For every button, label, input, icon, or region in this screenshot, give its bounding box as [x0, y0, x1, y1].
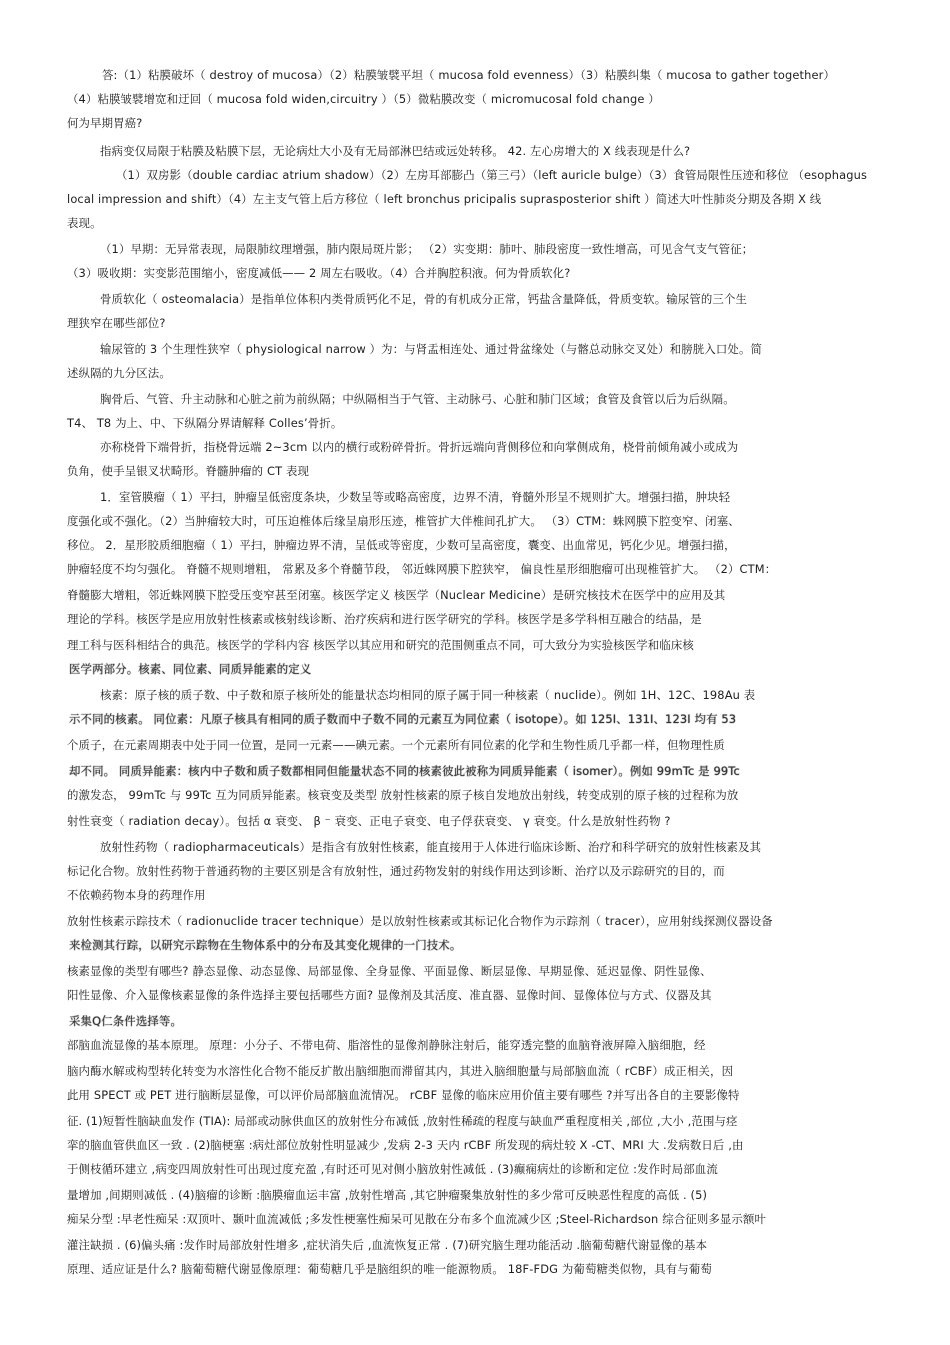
text-line: 的激发态， 99mTc 与 99Tc 互为同质异能素。核衰变及类型 放射性核素的原子核自发地放出射线，转变成别的原子核的过程称为放 [67, 788, 739, 802]
text-line: 亦称桡骨下端骨折，指桡骨远端 2~3cm 以内的横行或粉碎骨折。骨折远端向背侧移位和向掌侧成角，桡骨前倾角减小或成为 [100, 440, 739, 454]
text-line: 采集Q仁条件选择等。 [69, 1014, 182, 1028]
text-line: 脊髓膨大增粗，邻近蛛网膜下腔受压变窄甚至闭塞。核医学定义 核医学（Nuclear Medicine）是研究核技术在医学中的应用及其 [67, 588, 726, 602]
text-line: （4）粘膜皱襞增宽和迂回（ mucosa fold widen,circuitry ）（5）微粘膜改变（ micromucosal fold change ） [67, 92, 660, 106]
text-line: 医学两部分。核素、同位素、同质异能素的定义 [69, 662, 312, 676]
text-line: 核素显像的类型有哪些? 静态显像、动态显像、局部显像、全身显像、平面显像、断层显像、早期显像、延迟显像、阴性显像、 [67, 964, 712, 978]
text-line: 何为早期胃癌? [67, 116, 143, 130]
text-line: 肿瘤轻度不均匀强化。 脊髓不规则增粗， 常累及多个脊髓节段， 邻近蛛网膜下腔狭窄， 偏良性星形细胞瘤可出现椎管扩大。 （2）CTM： [67, 562, 777, 576]
text-line: 放射性核素示踪技术（ radionuclide tracer technique）是以放射性核素或其标记化合物作为示踪剂（ tracer），应用射线探测仪器设备 [67, 914, 773, 928]
text-line: 来检测其行踪，以研究示踪物在生物体系中的分布及其变化规律的一门技术。 [69, 938, 462, 952]
text-line: 骨质软化（ osteomalacia）是指单位体积内类骨质钙化不足，骨的有机成分正常，钙盐含量降低，骨质变软。输尿管的三个生 [100, 292, 748, 306]
text-line: local impression and shift）（4）左主支气管上后方移位（ left bronchus pricipalis suprasposterior shift ）简述大叶性肺炎分期及各期 X 线 [67, 192, 822, 206]
text-line: 1．室管膜瘤（ 1）平扫，肿瘤呈低密度条块，少数呈等或略高密度，边界不清，脊髓外形呈不规则扩大。增强扫描，肿块轻 [100, 490, 731, 504]
text-line: 于侧枝循环建立 ,病变四周放射性可出现过度充盈 ,有时还可见对侧小脑放射性减低 . (3)癫痫病灶的诊断和定位 :发作时局部血流 [67, 1162, 718, 1176]
text-line: T4、 T8 为上、中、下纵隔分界请解释 Colles’骨折。 [67, 416, 343, 430]
text-line: 述纵隔的九分区法。 [67, 366, 171, 380]
text-line: 放射性药物（ radiopharmaceuticals）是指含有放射性核素，能直接用于人体进行临床诊断、治疗和科学研究的放射性核素及其 [100, 840, 762, 854]
text-line: 示不同的核素。 同位素：凡原子核具有相同的质子数而中子数不同的元素互为同位素（ isotope）。如 125I、131I、123I 均有 53 [69, 712, 737, 726]
text-line: 射性衰变（ radiation decay）。包括 α 衰变、 β ⁻ 衰变、正电子衰变、电子俘获衰变、 γ 衰变。什么是放射性药物 ? [67, 814, 671, 828]
text-line: 挛的脑血管供血区一致 . (2)脑梗塞 :病灶部位放射性明显减少 ,发病 2-3 天内 rCBF 所发现的病灶较 X -CT、MRI 大 .发病数日后 ,由 [67, 1138, 744, 1152]
text-line: 度强化或不强化。（2）当肿瘤较大时，可压迫椎体后缘呈扇形压迹，椎管扩大伴椎间孔扩大。 （3）CTM：蛛网膜下腔变窄、闭塞、 [67, 514, 740, 528]
text-line: （1）双房影（double cardiac atrium shadow）（2）左房耳部膨凸（第三弓）（left auricle bulge）（3）食管局限性压迹和移位 （esophagus [116, 168, 868, 182]
text-line: 脑内酶水解或构型转化转变为水溶性化合物不能反扩散出脑细胞而滞留其内，其进入脑细胞量与局部脑血流（ rCBF）成正相关，因 [67, 1064, 734, 1078]
text-line: 不依赖药物本身的药理作用 [67, 888, 206, 902]
text-line: 部脑血流显像的基本原理。 原理：小分子、不带电荷、脂溶性的显像剂静脉注射后，能穿透完整的血脑脊液屏障入脑细胞，经 [67, 1038, 706, 1052]
text-line: 指病变仅局限于粘膜及粘膜下层，无论病灶大小及有无局部淋巴结或远处转移。 42. 左心房增大的 X 线表现是什么? [100, 144, 691, 158]
document-page [0, 56, 950, 1286]
text-line: 标记化合物。放射性药物于普通药物的主要区别是含有放射性，通过药物发射的射线作用达到诊断、治疗以及示踪研究的目的，而 [67, 864, 725, 878]
text-line: 核素：原子核的质子数、中子数和原子核所处的能量状态均相同的原子属于同一种核素（ nuclide）。例如 1H、12C、198Au 表 [100, 688, 756, 702]
text-line: 量增加 ,间期则减低 . (4)脑瘤的诊断 :脑膜瘤血运丰富 ,放射性增高 ,其它肿瘤聚集放射性的多少常可反映恶性程度的高低 . (5) [67, 1188, 708, 1202]
text-line: 阳性显像、介入显像核素显像的条件选择主要包括哪些方面? 显像剂及其活度、准直器、显像时间、显像体位与方式、仪器及其 [67, 988, 712, 1002]
text-line: 负角，使手呈银叉状畸形。脊髓肿瘤的 CT 表现 [67, 464, 310, 478]
text-line: 移位。 2．星形胶质细胞瘤（ 1）平扫，肿瘤边界不清，呈低或等密度，少数可呈高密度，囊变、出血常见，钙化少见。增强扫描， [67, 538, 736, 552]
text-line: 征. (1)短暂性脑缺血发作 (TIA): 局部或动脉供血区的放射性分布减低 ,放射性稀疏的程度与缺血严重程度相关 ,部位 ,大小 ,范围与痉 [67, 1114, 738, 1128]
text-line: 痴呆分型 :早老性痴呆 :双顶叶、颞叶血流减低 ;多发性梗塞性痴呆可见散在分布多个血流减少区 ;Steel-Richardson 综合征则多显示额叶 [67, 1212, 767, 1226]
text-line: 表现。 [67, 216, 102, 230]
text-line: 灌注缺损 . (6)偏头痛 :发作时局部放射性增多 ,症状消失后 ,血流恢复正常 . (7)研究脑生理功能活动 .脑葡萄糖代谢显像的基本 [67, 1238, 708, 1252]
text-line: （1）早期：无异常表现，局限肺纹理增强，肺内限局斑片影； （2）实变期：肺叶、肺段密度一致性增高，可见含气支气管征； [100, 242, 754, 256]
text-line: 输尿管的 3 个生理性狭窄（ physiological narrow ）为：与肾盂相连处、通过骨盆缘处（与髂总动脉交叉处）和膀胱入口处。简 [100, 342, 763, 356]
text-line: 理工科与医科相结合的典范。核医学的学科内容 核医学以其应用和研究的范围侧重点不同，可大致分为实验核医学和临床核 [67, 638, 694, 652]
text-line: 理论的学科。核医学是应用放射性核素或核射线诊断、治疗疾病和进行医学研究的学科。核医学是多学科相互融合的结晶，是 [67, 612, 702, 626]
text-line: 胸骨后、气管、升主动脉和心脏之前为前纵隔；中纵隔相当于气管、主动脉弓、心脏和肺门区域；食管及食管以后为后纵隔。 [100, 392, 735, 406]
text-line: 原理、适应证是什么? 脑葡萄糖代谢显像原理：葡萄糖几乎是脑组织的唯一能源物质。 18F-FDG 为葡萄糖类似物，具有与葡萄 [67, 1262, 712, 1276]
text-line: 此用 SPECT 或 PET 进行脑断层显像，可以评价局部脑血流情况。 rCBF 显像的临床应用价值主要有哪些 ?并写出各自的主要影像特 [67, 1088, 740, 1102]
text-line: 却不同。 同质异能素：核内中子数和质子数都相同但能量状态不同的核素彼此被称为同质异能素（ isomer）。例如 99mTc 是 99Tc [69, 764, 740, 778]
text-line: 答:（1）粘膜破坏（ destroy of mucosa）（2）粘膜皱襞平坦（ mucosa fold evenness）（3）粘膜纠集（ mucosa to gather together） [102, 68, 835, 82]
text-line: 理狭窄在哪些部位? [67, 316, 166, 330]
text-line: 个质子，在元素周期表中处于同一位置，是同一元素——碘元素。一个元素所有同位素的化学和生物性质几乎都一样，但物理性质 [67, 738, 725, 752]
text-line: （3）吸收期：实变影范围缩小，密度减低—— 2 周左右吸收。（4）合并胸腔积液。何为骨质软化? [67, 266, 571, 280]
